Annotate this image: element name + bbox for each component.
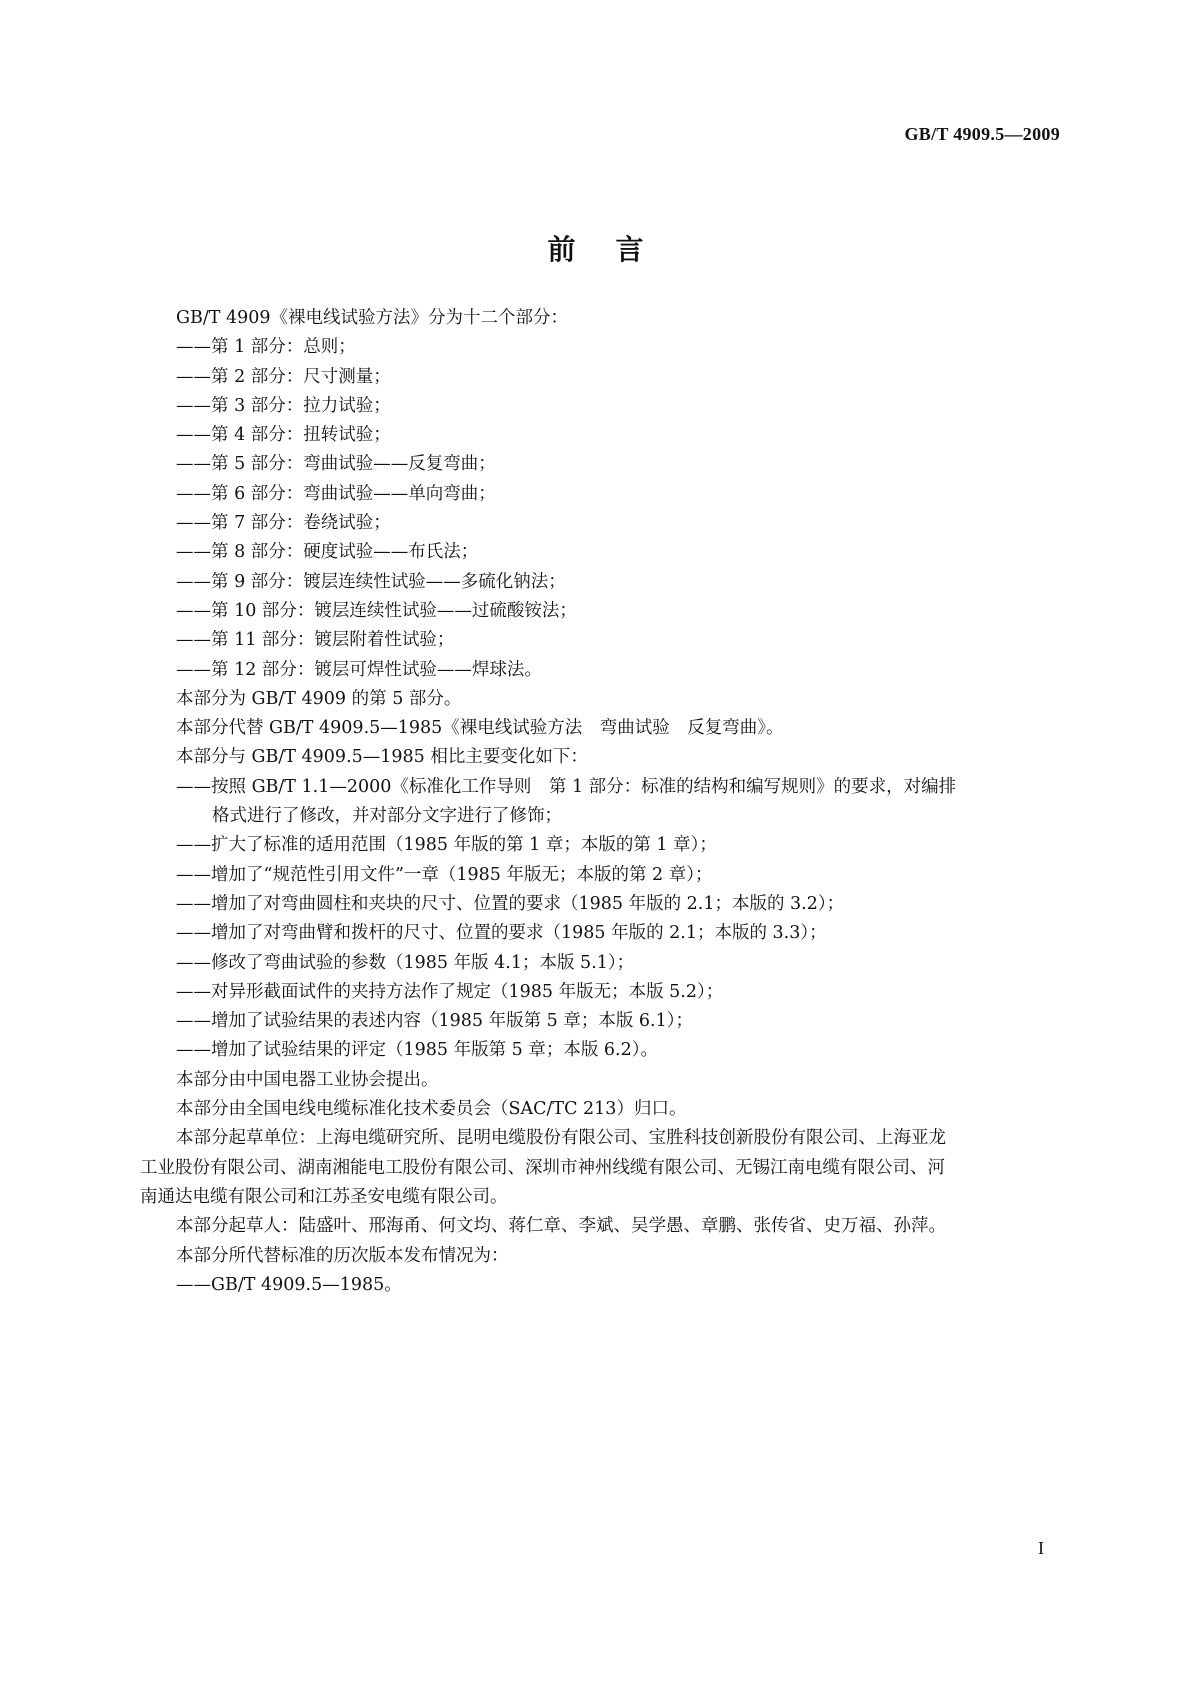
list-item: ——增加了对弯曲臂和拨杆的尺寸、位置的要求（1985 年版的 2.1；本版的 3.3）； <box>176 923 827 944</box>
list-item: ——增加了试验结果的表述内容（1985 年版第 5 章；本版 6.1）； <box>176 1011 694 1032</box>
paragraph-line: 工业股份有限公司、湖南湘能电工股份有限公司、深圳市神州线缆有限公司、无锡江南电缆有限公司、河 <box>140 1157 945 1178</box>
list-item: ——第 12 部分：镀层可焊性试验——焊球法。 <box>176 659 542 680</box>
list-item: ——第 1 部分：总则； <box>176 337 356 358</box>
paragraph-line: 本部分起草单位：上海电缆研究所、昆明电缆股份有限公司、宝胜科技创新股份有限公司、上海亚龙 <box>176 1128 946 1149</box>
list-item: ——第 6 部分：弯曲试验——单向弯曲； <box>176 483 496 504</box>
page-number: I <box>1038 1538 1044 1558</box>
list-item: ——第 7 部分：卷绕试验； <box>176 513 391 534</box>
list-item: ——修改了弯曲试验的参数（1985 年版 4.1；本版 5.1）； <box>176 952 635 973</box>
list-item: ——第 2 部分：尺寸测量； <box>176 366 391 387</box>
list-item: ——GB/T 4909.5—1985。 <box>176 1274 402 1295</box>
paragraph-line: 本部分与 GB/T 4909.5—1985 相比主要变化如下： <box>176 747 588 768</box>
list-item: ——第 10 部分：镀层连续性试验——过硫酸铵法； <box>176 600 577 621</box>
list-item: ——按照 GB/T 1.1—2000《标准化工作导则 第 1 部分：标准的结构和编写规则》的要求，对编排 <box>176 776 957 797</box>
paragraph-line: 本部分为 GB/T 4909 的第 5 部分。 <box>176 688 462 709</box>
list-item: ——第 9 部分：镀层连续性试验——多硫化钠法； <box>176 571 566 592</box>
paragraph-line: 本部分由全国电线电缆标准化技术委员会（SAC/TC 213）归口。 <box>176 1099 687 1120</box>
list-item: ——第 4 部分：扭转试验； <box>176 425 391 446</box>
paragraph-line: 本部分起草人：陆盛叶、邢海甬、何文均、蒋仁章、李斌、吴学愚、章鹏、张传省、史万福、孙萍。 <box>176 1216 946 1237</box>
list-item: ——对异形截面试件的夹持方法作了规定（1985 年版无；本版 5.2）； <box>176 981 724 1002</box>
list-item: ——增加了试验结果的评定（1985 年版第 5 章；本版 6.2）。 <box>176 1040 659 1061</box>
paragraph-line: 本部分代替 GB/T 4909.5—1985《裸电线试验方法 弯曲试验 反复弯曲》。 <box>176 718 784 739</box>
list-item: ——扩大了标准的适用范围（1985 年版的第 1 章；本版的第 1 章）； <box>176 835 717 856</box>
list-item: ——增加了对弯曲圆柱和夹块的尺寸、位置的要求（1985 年版的 2.1；本版的 3.2）； <box>176 893 845 914</box>
page-title: 前言 <box>547 233 684 266</box>
list-item: ——第 8 部分：硬度试验——布氏法； <box>176 542 479 563</box>
paragraph-line: 南通达电缆有限公司和江苏圣安电缆有限公司。 <box>140 1186 508 1207</box>
list-item: ——第 3 部分：拉力试验； <box>176 395 391 416</box>
list-item: ——第 5 部分：弯曲试验——反复弯曲； <box>176 454 496 475</box>
paragraph-line: GB/T 4909《裸电线试验方法》分为十二个部分： <box>176 308 569 328</box>
foreword-body <box>140 304 1076 1300</box>
list-item: ——第 11 部分：镀层附着性试验； <box>176 630 455 651</box>
list-item-continuation: 格式进行了修改，并对部分文字进行了修饰； <box>212 806 562 827</box>
paragraph-line: 本部分由中国电器工业协会提出。 <box>176 1069 439 1090</box>
paragraph-line: 本部分所代替标准的历次版本发布情况为： <box>176 1245 509 1266</box>
standard-number: GB/T 4909.5—2009 <box>904 124 1060 144</box>
list-item: ——增加了“规范性引用文件”一章（1985 年版无；本版的第 2 章）； <box>176 864 713 885</box>
